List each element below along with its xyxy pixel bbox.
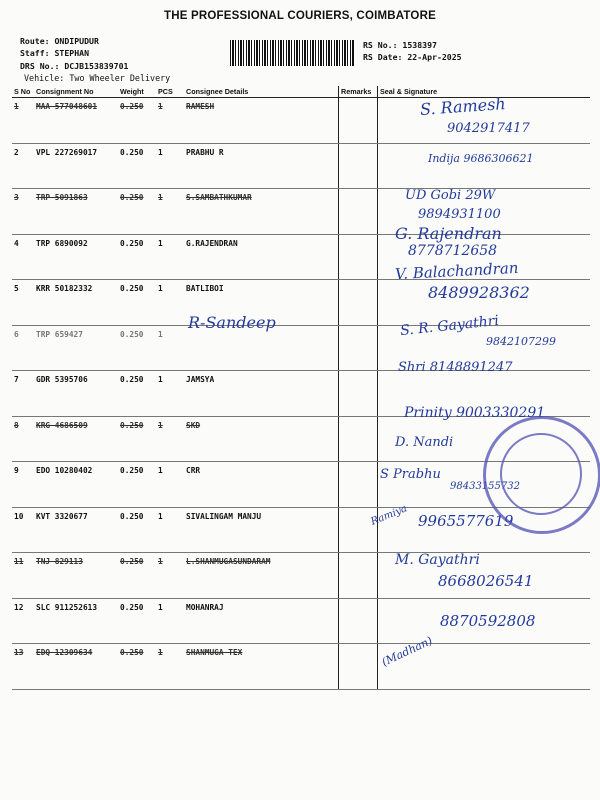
- consignee-cell: RAMESH: [184, 98, 339, 144]
- pcs-cell: 1: [156, 325, 184, 371]
- pcs-cell: 1: [156, 507, 184, 553]
- pcs-cell: 1: [156, 598, 184, 644]
- remarks-cell: [339, 280, 378, 326]
- document-title: THE PROFESSIONAL COURIERS, COIMBATORE: [164, 10, 436, 22]
- consignee-cell: SHANMUGA TEX: [184, 644, 339, 690]
- handwriting: 98433155732: [450, 481, 520, 492]
- remarks-cell: [339, 416, 378, 462]
- consignment-cell: MAA 577048601: [34, 98, 118, 144]
- remarks-cell: [339, 325, 378, 371]
- pcs-cell: 1: [156, 416, 184, 462]
- sno-cell: 13: [12, 644, 34, 690]
- remarks-cell: [339, 598, 378, 644]
- weight-cell: 0.250: [118, 189, 156, 235]
- handwriting: V. Balachandran: [394, 258, 519, 284]
- weight-cell: 0.250: [118, 234, 156, 280]
- sno-cell: 7: [12, 371, 34, 417]
- col-remarks: Remarks: [339, 86, 378, 98]
- vehicle-label: Vehicle: Two Wheeler Delivery: [24, 73, 171, 83]
- handwriting: 8870592808: [440, 612, 536, 630]
- pcs-cell: 1: [156, 462, 184, 508]
- handwriting: (Madhan): [379, 634, 435, 669]
- pcs-cell: 1: [156, 143, 184, 189]
- col-weight: Weight: [118, 86, 156, 98]
- remarks-cell: [339, 143, 378, 189]
- consignment-cell: EDO 10280402: [34, 462, 118, 508]
- weight-cell: 0.250: [118, 371, 156, 417]
- sno-cell: 11: [12, 553, 34, 599]
- pcs-cell: 1: [156, 189, 184, 235]
- consignment-cell: TRP 5091863: [34, 189, 118, 235]
- handwriting: UD Gobi 29W: [405, 188, 496, 203]
- weight-cell: 0.250: [118, 280, 156, 326]
- remarks-cell: [339, 553, 378, 599]
- pcs-cell: 1: [156, 234, 184, 280]
- consignment-cell: EDQ 12309634: [34, 644, 118, 690]
- consignment-cell: KRR 50182332: [34, 280, 118, 326]
- consignee-cell: BATLIBOI: [184, 280, 339, 326]
- handwriting: 9965577619: [418, 512, 514, 530]
- consignment-cell: TNJ 829113: [34, 553, 118, 599]
- handwriting: D. Nandi: [395, 435, 454, 450]
- handwriting: 8668026541: [438, 572, 534, 590]
- handwriting: Indija 9686306621: [428, 152, 534, 165]
- weight-cell: 0.250: [118, 98, 156, 144]
- consignment-cell: TRP 659427: [34, 325, 118, 371]
- consignment-cell: GDR 5395706: [34, 371, 118, 417]
- weight-cell: 0.250: [118, 325, 156, 371]
- pcs-cell: 1: [156, 280, 184, 326]
- consignment-cell: KVT 3320677: [34, 507, 118, 553]
- handwriting: Ramiya: [369, 503, 409, 528]
- pcs-cell: 1: [156, 98, 184, 144]
- table-row: [12, 189, 590, 235]
- consignment-cell: KRG 4686509: [34, 416, 118, 462]
- handwriting: M. Gayathri: [395, 552, 480, 568]
- consignee-cell: L.SHANMUGASUNDARAM: [184, 553, 339, 599]
- weight-cell: 0.250: [118, 507, 156, 553]
- handwriting: S. Ramesh: [419, 94, 507, 119]
- remarks-cell: [339, 189, 378, 235]
- pcs-cell: 1: [156, 371, 184, 417]
- consignee-cell: SKD: [184, 416, 339, 462]
- sno-cell: 3: [12, 189, 34, 235]
- consignee-cell: MOHANRAJ: [184, 598, 339, 644]
- consignee-cell: CRR: [184, 462, 339, 508]
- sno-cell: 4: [12, 234, 34, 280]
- signature-cell: [378, 143, 591, 189]
- weight-cell: 0.250: [118, 644, 156, 690]
- remarks-cell: [339, 462, 378, 508]
- handwriting: S Prabhu: [380, 467, 441, 482]
- company-stamp: [483, 416, 600, 534]
- remarks-cell: [339, 507, 378, 553]
- consignment-cell: TRP 6890092: [34, 234, 118, 280]
- weight-cell: 0.250: [118, 143, 156, 189]
- handwriting: 9042917417: [447, 121, 530, 136]
- pcs-cell: 1: [156, 644, 184, 690]
- route-label: Route: ONDIPUDUR: [20, 36, 99, 46]
- sno-cell: 1: [12, 98, 34, 144]
- table-row: [12, 644, 590, 690]
- weight-cell: 0.250: [118, 553, 156, 599]
- rs-number: RS No.: 1538397: [363, 40, 437, 50]
- handwriting: S. R. Gayathri: [399, 312, 500, 340]
- consignee-cell: JAMSYA: [184, 371, 339, 417]
- consignee-cell: S.SAMBATHKUMAR: [184, 189, 339, 235]
- sno-cell: 10: [12, 507, 34, 553]
- handwriting: 9842107299: [486, 335, 556, 348]
- consignment-cell: VPL 227269017: [34, 143, 118, 189]
- handwriting: G. Rajendran: [395, 224, 502, 243]
- col-pcs: PCS: [156, 86, 184, 98]
- sno-cell: 12: [12, 598, 34, 644]
- remarks-cell: [339, 234, 378, 280]
- remarks-cell: [339, 98, 378, 144]
- handwriting: Prinity 9003330291: [404, 405, 546, 421]
- delivery-table: [12, 86, 590, 690]
- handwriting: Shri 8148891247: [398, 360, 513, 375]
- barcode: [230, 40, 355, 66]
- sno-cell: 9: [12, 462, 34, 508]
- pcs-cell: 1: [156, 553, 184, 599]
- handwriting: R-Sandeep: [188, 313, 276, 332]
- weight-cell: 0.250: [118, 598, 156, 644]
- remarks-cell: [339, 644, 378, 690]
- table-row: [12, 143, 590, 189]
- consignment-cell: SLC 911252613: [34, 598, 118, 644]
- sno-cell: 8: [12, 416, 34, 462]
- handwriting: 8489928362: [428, 283, 530, 302]
- handwriting: 8778712658: [408, 243, 498, 259]
- sno-cell: 6: [12, 325, 34, 371]
- consignee-cell: PRABHU R: [184, 143, 339, 189]
- weight-cell: 0.250: [118, 462, 156, 508]
- remarks-cell: [339, 371, 378, 417]
- col-consignment: Consignment No: [34, 86, 118, 98]
- sno-cell: 5: [12, 280, 34, 326]
- consignee-cell: SIVALINGAM MANJU: [184, 507, 339, 553]
- col-signature: Seal & Signature: [378, 86, 591, 98]
- col-consignee: Consignee Details: [184, 86, 339, 98]
- sno-cell: 2: [12, 143, 34, 189]
- col-sno: S No: [12, 86, 34, 98]
- weight-cell: 0.250: [118, 416, 156, 462]
- rs-date: RS Date: 22-Apr-2025: [363, 52, 462, 62]
- staff-label: Staff: STEPHAN: [20, 48, 90, 58]
- consignee-cell: G.RAJENDRAN: [184, 234, 339, 280]
- handwriting: 9894931100: [418, 207, 501, 222]
- drs-number: DRS No.: DCJB153839701: [20, 61, 129, 71]
